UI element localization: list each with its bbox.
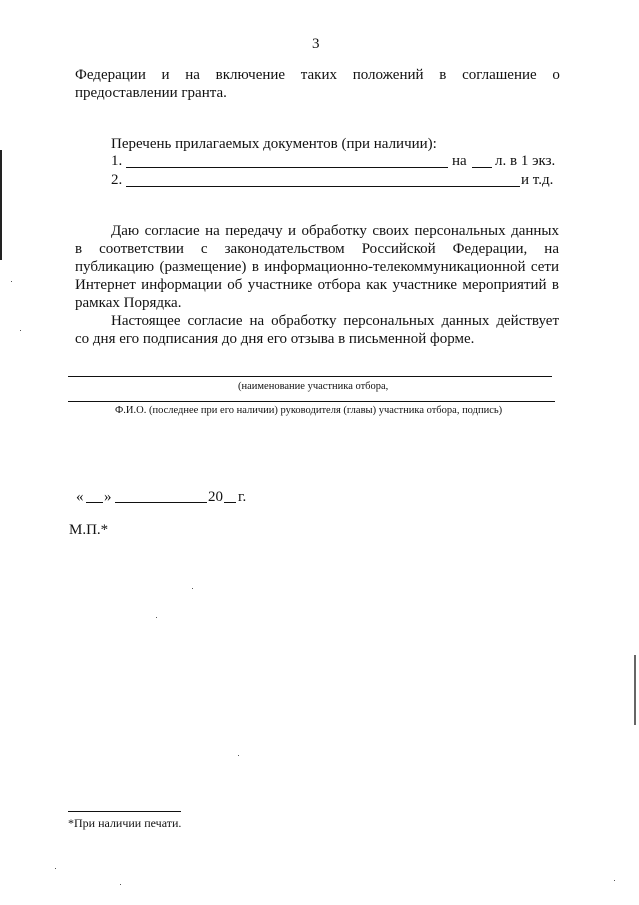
attachment-item-1-pages-blank[interactable] bbox=[472, 167, 492, 168]
consent-p2-line-2: со дня его подписания до дня его отзыва в письменной форме. bbox=[75, 331, 475, 347]
stamp-place: М.П.* bbox=[69, 522, 109, 538]
intro-word: включение bbox=[215, 67, 286, 83]
scan-speck bbox=[11, 281, 12, 282]
consent-p1-line-1: Даю согласие на передачу и обработку своих персональных данных bbox=[111, 223, 559, 239]
consent-p1-line-4: Интернет информации об участнике отбора как участнике мероприятий в bbox=[75, 277, 559, 293]
scan-speck bbox=[156, 617, 157, 618]
footnote: *При наличии печати. bbox=[68, 816, 182, 830]
scan-speck bbox=[192, 588, 193, 589]
participant-name-caption: (наименование участника отбора, bbox=[238, 381, 389, 392]
intro-word: на bbox=[185, 67, 200, 83]
intro-word: о bbox=[552, 67, 560, 83]
attachment-item-2-blank[interactable] bbox=[126, 186, 520, 187]
scan-speck bbox=[20, 330, 21, 331]
attachments-heading: Перечень прилагаемых документов (при наличии): bbox=[111, 136, 437, 152]
scan-edge-right bbox=[634, 655, 636, 725]
attachment-item-1-blank[interactable] bbox=[126, 167, 448, 168]
intro-line-2: предоставлении гранта. bbox=[75, 85, 227, 101]
intro-word: в bbox=[439, 67, 447, 83]
head-name-signature-caption: Ф.И.О. (последнее при его наличии) руководителя (главы) участника отбора, подпись) bbox=[115, 405, 503, 416]
consent-p1-line-5: рамках Порядка. bbox=[75, 295, 182, 311]
page-number: 3 bbox=[312, 36, 320, 52]
date-month-blank[interactable] bbox=[115, 502, 207, 503]
intro-word: положений bbox=[352, 67, 424, 83]
intro-word: Федерации bbox=[75, 67, 146, 83]
intro-word: таких bbox=[300, 67, 337, 83]
intro-word: соглашение bbox=[462, 67, 537, 83]
attachment-item-2-number: 2. bbox=[111, 172, 123, 188]
date-year-suffix: г. bbox=[238, 489, 247, 505]
attachment-item-1-suffix: л. в 1 экз. bbox=[495, 153, 556, 169]
attachment-item-1-number: 1. bbox=[111, 153, 123, 169]
consent-p1-line-3: публикацию (размещение) в информационно-телекоммуникационной сети bbox=[75, 259, 559, 275]
consent-p1-line-2: в соответствии с законодательством Российской Федерации, на bbox=[75, 241, 559, 257]
scan-speck bbox=[614, 880, 615, 881]
scan-speck bbox=[238, 755, 239, 756]
consent-p2-line-1: Настоящее согласие на обработку персональных данных действует bbox=[111, 313, 559, 329]
date-open-quote: « bbox=[76, 489, 84, 505]
date-close-quote: » bbox=[104, 489, 112, 505]
date-year-prefix: 20 bbox=[208, 489, 223, 505]
intro-word: и bbox=[161, 67, 170, 83]
scan-edge-left bbox=[0, 150, 2, 260]
footnote-separator bbox=[68, 811, 181, 812]
head-name-signature-line[interactable] bbox=[68, 401, 555, 402]
date-year-blank[interactable] bbox=[224, 502, 236, 503]
attachment-item-2-suffix: и т.д. bbox=[521, 172, 554, 188]
attachment-item-1-na: на bbox=[452, 153, 467, 169]
intro-line-1 bbox=[75, 66, 560, 84]
participant-name-line[interactable] bbox=[68, 376, 552, 377]
scan-speck bbox=[55, 868, 56, 869]
date-day-blank[interactable] bbox=[86, 502, 103, 503]
scan-speck bbox=[120, 884, 121, 885]
